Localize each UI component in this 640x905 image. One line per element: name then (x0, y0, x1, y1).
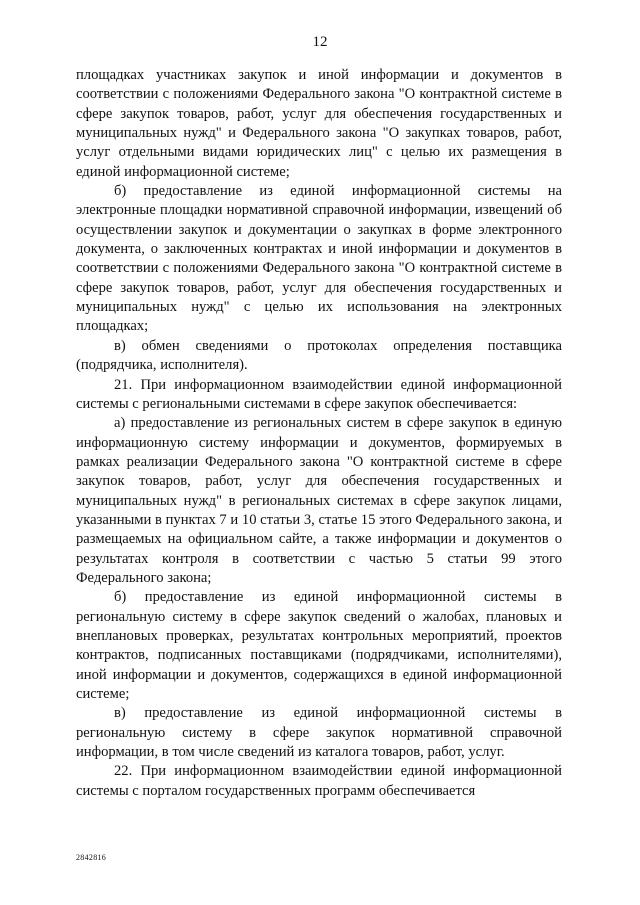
paragraph-item-b: б) предоставление из единой информационной системы на электронные площадки нормативной справочной информации, извещений об осуществлении закупок и документации о закупках в форме электронного документа, о заключенных контрактах и иной информации и документов в соответствии с положениями Федерального закона "О контрактной системе в сфере закупок товаров, работ, услуг для обеспечения государственных и муниципальных нужд" с целью их использования на электронных площадках; (76, 183, 562, 335)
paragraph-clause-21-item-b: б) предоставление из единой информационной системы в региональную систему в сфере закупок сведений о жалобах, плановых и внеплановых проверках, результатах контрольных мероприятий, проектов контрактов, подписанных поставщиками (подрядчиками, исполнителями), иной информации и документов, содержащихся в единой информационной системе; (76, 589, 562, 702)
page-number: 12 (312, 34, 328, 50)
paragraph-clause-22: 22. При информационном взаимодействии единой информационной системы с порталом государственных программ обеспечивается (76, 763, 562, 799)
paragraph-clause-21-item-a: а) предоставление из региональных систем в сфере закупок в единую информационную систему информации и документов, формируемых в рамках реализации Федерального закона "О контрактной системе в сфере закупок товаров, работ, услуг для обеспечения государственных и муниципальных нужд" в региональных системах в сфере закупок лицами, указанными в пунктах 7 и 10 статьи 3, статье 15 этого Федерального закона, и размещаемых на официальном сайте, а также информации и документов о результатах контроля в соответствии с частью 5 статьи 99 этого Федерального закона; (76, 415, 562, 586)
paragraph-clause-21-item-v: в) предоставление из единой информационной системы в региональную систему в сфере закупок нормативной справочной информации, в том числе сведений из каталога товаров, работ, услуг. (76, 705, 562, 761)
paragraph-clause-21: 21. При информационном взаимодействии единой информационной системы с региональными системами в сфере закупок обеспечивается: (76, 376, 562, 412)
paragraph-item-v: в) обмен сведениями о протоколах определения поставщика (подрядчика, исполнителя). (76, 337, 562, 374)
document-body (76, 66, 562, 801)
document-code: 2842816 (76, 853, 107, 862)
paragraph-continuation: площадках участниках закупок и иной информации и документов в соответствии с положениями Федерального закона "О контрактной системе в сфере закупок товаров, работ, услуг для обеспечения государственных и муниципальных нужд" и Федерального закона "О закупках товаров, работ, услуг отдельными видами юридических лиц" с целью их размещения в единой информационной системе; (76, 67, 562, 180)
